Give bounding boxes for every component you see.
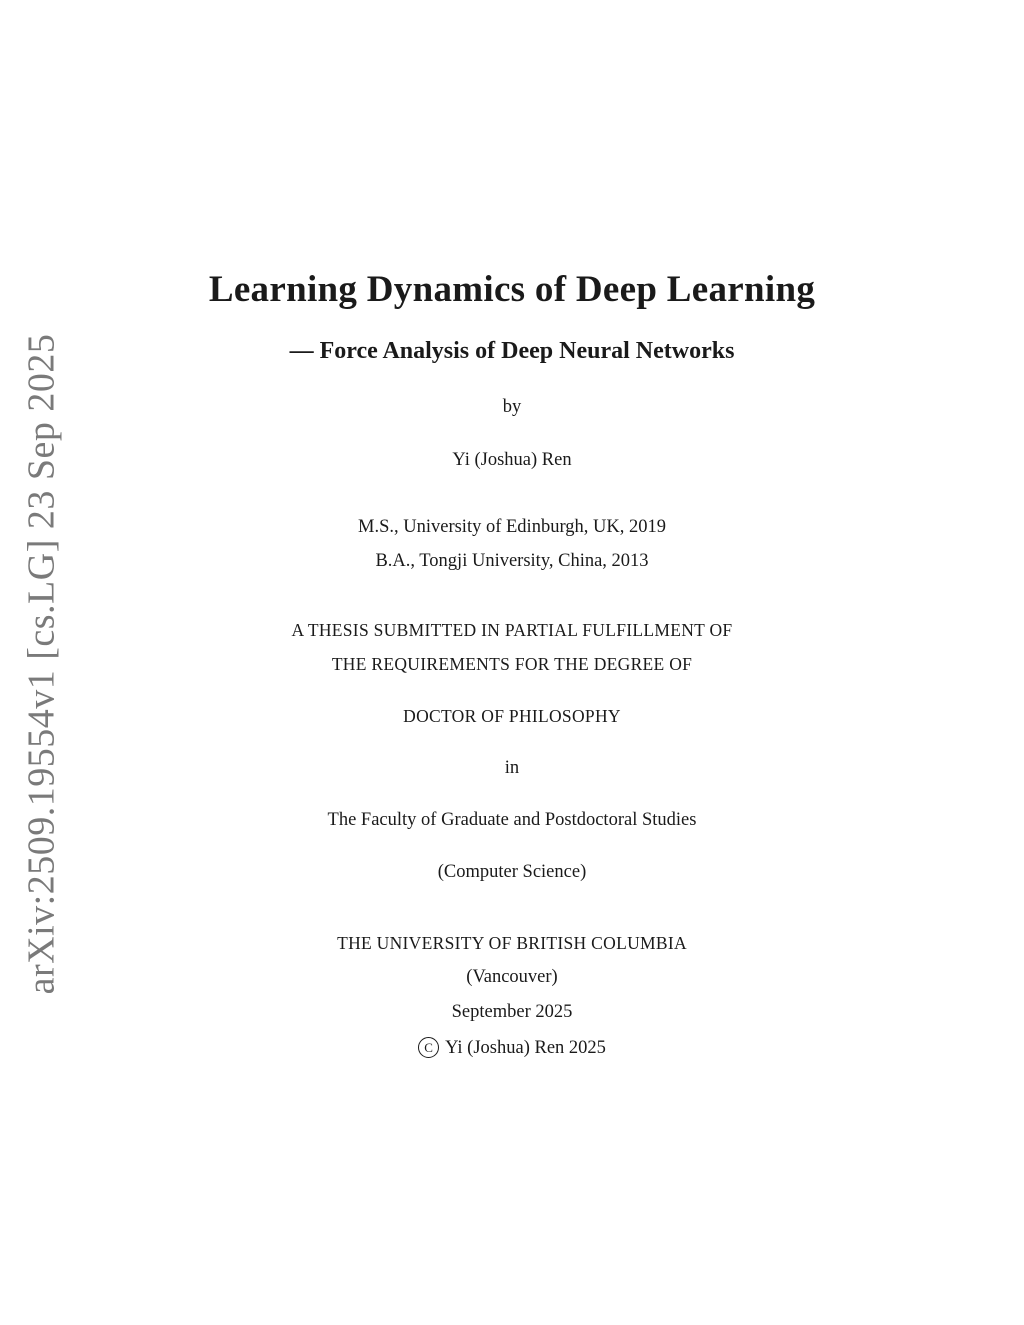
thesis-subtitle: — Force Analysis of Deep Neural Networks	[289, 338, 735, 364]
copyright-notice	[0, 1037, 1024, 1059]
degree-name: DOCTOR OF PHILOSOPHY	[403, 706, 621, 726]
faculty-name: The Faculty of Graduate and Postdoctoral Studies	[327, 810, 697, 830]
submission-date: September 2025	[451, 1002, 573, 1022]
thesis-statement-line-1: A THESIS SUBMITTED IN PARTIAL FULFILLMENT OF	[291, 620, 733, 640]
degree-ba: B.A., Tongji University, China, 2013	[375, 551, 649, 571]
university-name: THE UNIVERSITY OF BRITISH COLUMBIA	[337, 933, 687, 953]
thesis-title: Learning Dynamics of Deep Learning	[208, 269, 816, 310]
copyright-icon: C	[418, 1037, 439, 1058]
in-label: in	[504, 758, 520, 778]
thesis-statement-line-2: THE REQUIREMENTS FOR THE DEGREE OF	[331, 654, 693, 674]
by-label: by	[502, 397, 522, 417]
author-name: Yi (Joshua) Ren	[452, 450, 572, 470]
department-name: (Computer Science)	[437, 862, 587, 882]
arxiv-identifier: arXiv:2509.19554v1 [cs.LG] 23 Sep 2025	[20, 333, 63, 995]
copyright-text: Yi (Joshua) Ren 2025	[445, 1038, 606, 1058]
degree-ms: M.S., University of Edinburgh, UK, 2019	[358, 517, 666, 537]
university-location: (Vancouver)	[466, 967, 558, 987]
